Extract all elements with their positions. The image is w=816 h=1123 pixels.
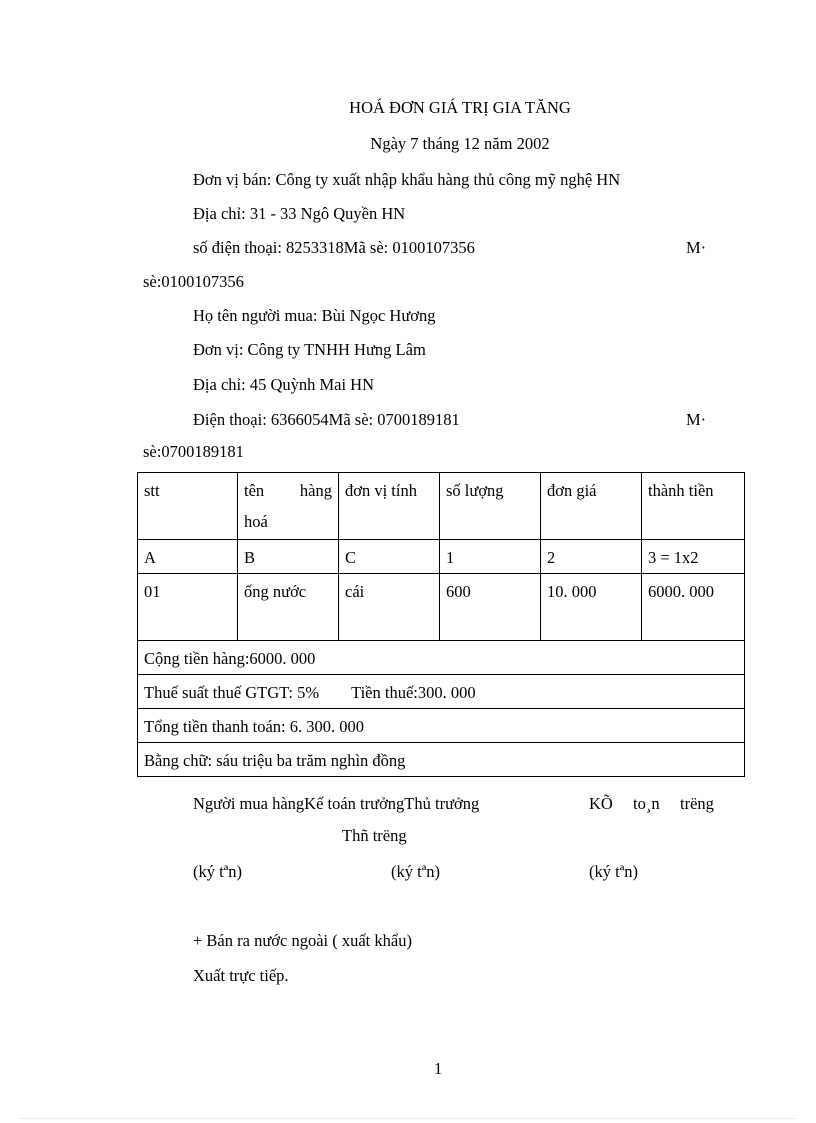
subtotal: Cộng tiền hàng:6000. 000 [138, 641, 745, 675]
footer-divider [20, 1118, 796, 1119]
table-cell: A [138, 540, 238, 574]
header-stt: stt [138, 473, 238, 540]
invoice-table [137, 472, 745, 777]
buyer-address: Địa chỉ: 45 Quỳnh Mai HN [193, 375, 375, 394]
signature-right-3: trëng [680, 794, 714, 813]
table-cell: C [339, 540, 440, 574]
table-cell: 10. 000 [541, 574, 642, 641]
subtotal-row [138, 641, 745, 675]
header-unit: đơn vị tính [339, 473, 440, 540]
table-cell: 6000. 000 [642, 574, 745, 641]
total-row [138, 709, 745, 743]
buyer-mark: M· [686, 410, 707, 429]
table-cell: 1 [440, 540, 541, 574]
sign-buyer: (ký tªn) [193, 862, 243, 881]
header-amount: thành tiền [642, 473, 745, 540]
total: Tổng tiền thanh toán: 6. 300. 000 [138, 709, 745, 743]
signature-right-1: KÕ [589, 794, 613, 813]
table-cell: 01 [138, 574, 238, 641]
header-item-name: tên hàng hoá [238, 473, 339, 540]
note-export: + Bán ra nước ngoài ( xuất khẩu) [193, 931, 412, 950]
page-number: 1 [434, 1059, 443, 1078]
table-letter-row [138, 540, 745, 574]
table-cell: B [238, 540, 339, 574]
seller-address: Địa chỉ: 31 - 33 Ngô Quyền HN [193, 204, 406, 223]
buyer-name: Họ tên người mua: Bùi Ngọc Hương [193, 306, 436, 325]
sign-director: (ký tªn) [589, 862, 639, 881]
seller-phone: số điện thoại: 8253318Mã sè: 0100107356 [193, 238, 475, 257]
sign-accountant: (ký tªn) [391, 862, 441, 881]
buyer-code: sè:0700189181 [143, 442, 244, 461]
signature-right-2: to¸n [633, 794, 660, 813]
buyer-unit: Đơn vị: Công ty TNHH Hưng Lâm [193, 340, 426, 359]
note-direct: Xuất trực tiếp. [193, 966, 289, 985]
tax-amount: Tiền thuế:300. 000 [351, 683, 476, 702]
table-cell: 2 [541, 540, 642, 574]
signature-titles: Người mua hàngKế toán trưởngThủ trưởng [193, 794, 480, 813]
table-header-row [138, 473, 745, 540]
tax-rate: Thuế suất thuế GTGT: 5% [144, 683, 320, 702]
signature-title-2: Thñ trëng [342, 826, 407, 845]
tax-row [138, 675, 745, 709]
seller-code: sè:0100107356 [143, 272, 244, 291]
amount-in-words: Bằng chữ: sáu triệu ba trăm nghìn đồng [138, 743, 745, 777]
table-cell: ống nước [238, 574, 339, 641]
table-cell: cái [339, 574, 440, 641]
seller-mark: M· [686, 238, 707, 257]
header-quantity: số lượng [440, 473, 541, 540]
invoice-date: Ngày 7 tháng 12 năm 2002 [370, 134, 550, 153]
table-cell: 3 = 1x2 [642, 540, 745, 574]
invoice-title: HOÁ ĐƠN GIÁ TRỊ GIA TĂNG [349, 98, 571, 117]
header-unit-price: đơn giá [541, 473, 642, 540]
table-cell: 600 [440, 574, 541, 641]
table-row [138, 574, 745, 641]
seller-unit: Đơn vị bán: Công ty xuất nhập khẩu hàng thủ công mỹ nghệ HN [193, 170, 621, 189]
in-words-row [138, 743, 745, 777]
buyer-phone: Điện thoại: 6366054Mã sè: 0700189181 [193, 410, 460, 429]
